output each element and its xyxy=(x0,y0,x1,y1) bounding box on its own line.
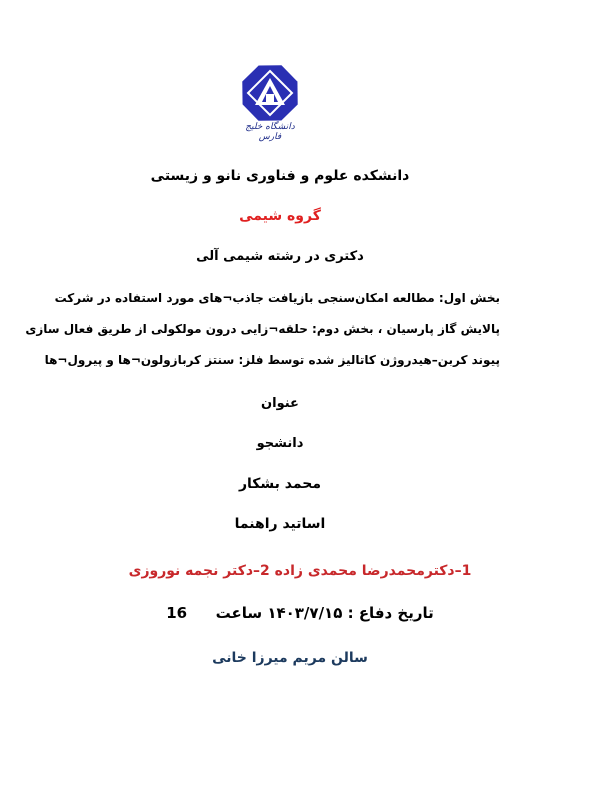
defense-time-label: ساعت xyxy=(215,604,263,622)
defense-date: ۱۴۰۳/۷/۱۵ xyxy=(267,604,343,622)
thesis-title-line-2: پالایش گاز پارسیان ، بخش دوم: حلقه¬زایی درون مولکولی از طریق فعال سازی xyxy=(25,322,500,336)
degree-program: دکتری در رشته شیمی آلی xyxy=(196,249,364,264)
defense-date-label: تاریخ دفاع : xyxy=(347,604,434,622)
advisors-names: 1–دکترمحمدرضا محمدی زاده 2–دکتر نجمه نوروزی xyxy=(128,563,472,579)
university-logo-icon xyxy=(238,62,302,124)
student-name: محمد بشکار xyxy=(238,476,322,492)
defense-time: 16 xyxy=(166,604,188,622)
department-name: گروه شیمی xyxy=(239,208,321,224)
logo-caption: دانشگاه خلیج فارس xyxy=(245,122,295,142)
thesis-title-line-1: بخش اول: مطالعه امکان‌سنجی بازیافت جاذب¬های مورد استفاده در شرکت xyxy=(54,291,500,305)
advisors-label: اساتید راهنما xyxy=(234,516,326,532)
defense-info xyxy=(100,604,500,622)
defense-venue: سالن مریم میرزا خانی xyxy=(212,650,368,666)
title-label: عنوان xyxy=(261,396,299,411)
thesis-title-line-3: پیوند کربن–هیدروژن کاتالیز شده توسط فلز: سنتز کربازولون¬ها و پیرول¬ها xyxy=(44,353,500,367)
student-label: دانشجو xyxy=(256,436,304,451)
faculty-name: دانشکده علوم و فناوری نانو و زیستی xyxy=(150,168,410,184)
